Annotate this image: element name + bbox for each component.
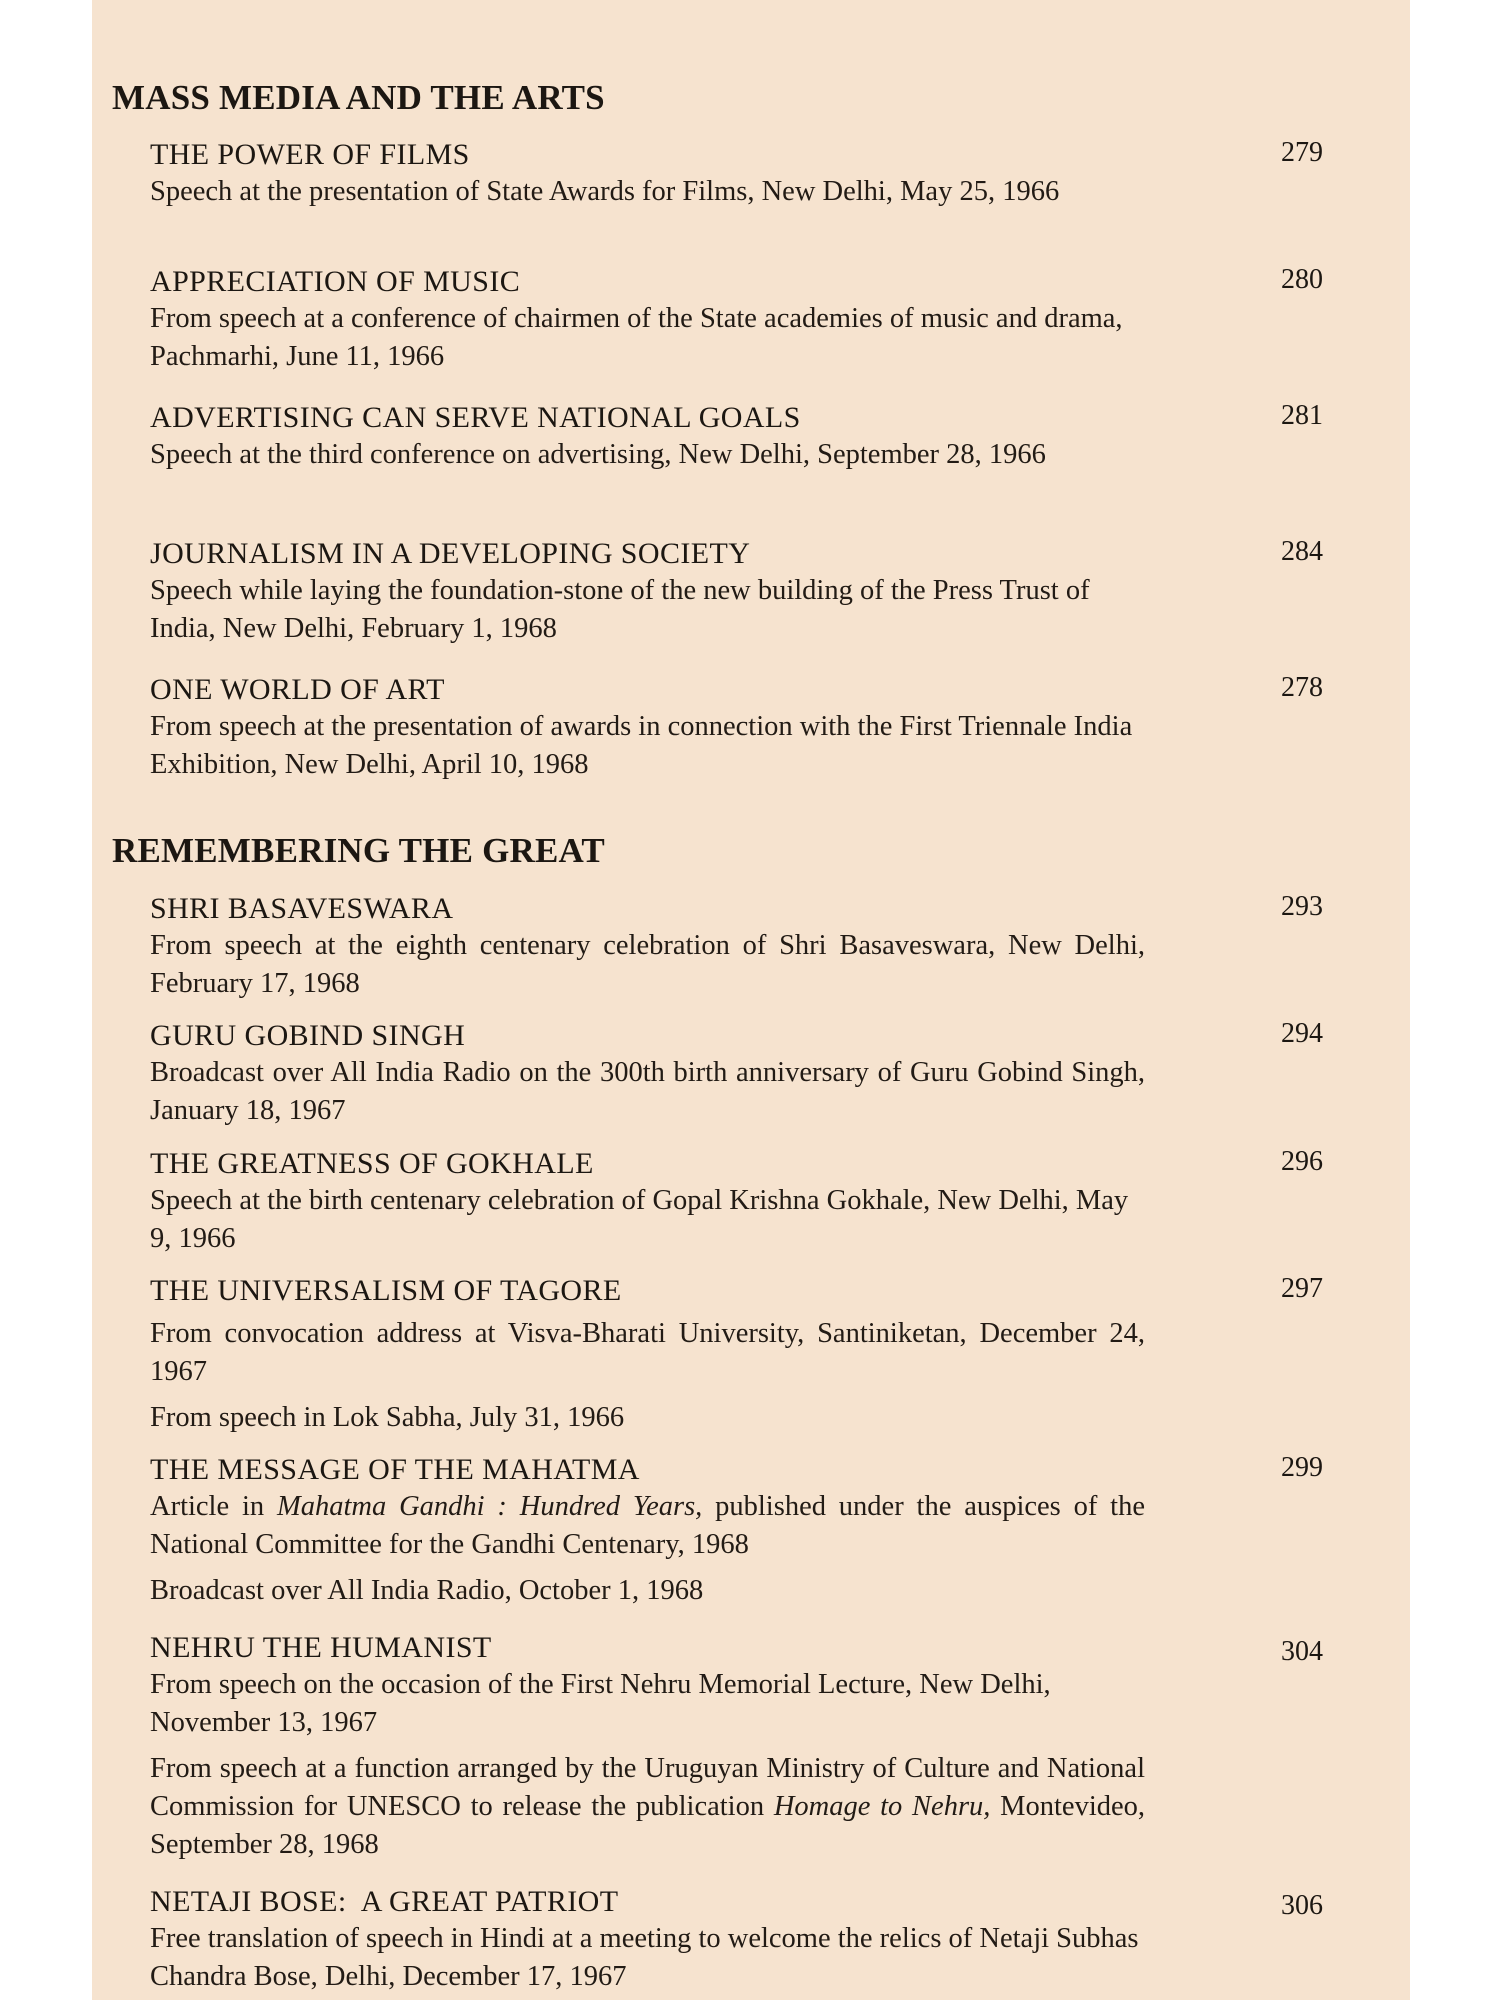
toc-entry: [150, 137, 1323, 211]
desc-text: published under the auspices of the National Committee for the Gandhi Centenary, 1968: [150, 1491, 1145, 1560]
toc-entry: [150, 264, 1323, 376]
desc-text: Article in: [150, 1491, 277, 1522]
entry-title: SHRI BASAVESWARA: [150, 892, 454, 925]
entry-page-number: 279: [1281, 137, 1323, 168]
entry-description: Free translation of speech in Hindi at a meeting to welcome the relics of Netaji Subhas Chandra Bose, Delhi, December 17, 1967: [150, 1923, 1139, 1992]
toc-entry: [150, 1452, 1323, 1610]
entry-description-secondary: [150, 1750, 1145, 1864]
toc-entry: [150, 891, 1323, 1003]
entry-title: ADVERTISING CAN SERVE NATIONAL GOALS: [150, 401, 801, 434]
section-heading-remembering-the-great: REMEMBERING THE GREAT: [112, 831, 605, 870]
toc-entry: [150, 1273, 1323, 1437]
entry-page-number: 296: [1281, 1146, 1323, 1177]
entry-title: ONE WORLD OF ART: [150, 673, 445, 706]
entry-description: Speech at the birth centenary celebration of Gopal Krishna Gokhale, New Delhi, May 9, 1966: [150, 1185, 1129, 1254]
entry-page-number: 294: [1281, 1018, 1323, 1049]
toc-entry: [150, 1018, 1323, 1130]
entry-title: JOURNALISM IN A DEVELOPING SOCIETY: [150, 537, 751, 570]
toc-entry: [150, 400, 1323, 474]
entry-title: THE MESSAGE OF THE MAHATMA: [150, 1453, 640, 1486]
entry-description: From speech at the presentation of awards in connection with the First Triennale India Exhibition, New Delhi, April 10, 1968: [150, 711, 1133, 780]
entry-title: THE UNIVERSALISM OF TAGORE: [150, 1274, 622, 1307]
entry-title: THE POWER OF FILMS: [150, 138, 470, 171]
toc-entry: [150, 1146, 1323, 1258]
entry-page-number: 299: [1281, 1452, 1323, 1483]
entry-page-number: 284: [1281, 536, 1323, 567]
entry-description: Speech at the presentation of State Awards for Films, New Delhi, May 25, 1966: [150, 176, 1060, 207]
entry-description: From speech on the occasion of the First Nehru Memorial Lecture, New Delhi, November 13, 1967: [150, 1669, 1051, 1738]
entry-page-number: 297: [1281, 1273, 1323, 1304]
book-title: Homage to Nehru,: [773, 1791, 991, 1822]
entry-page-number: 304: [1281, 1636, 1323, 1667]
entry-description: From speech at the eighth centenary celebration of Shri Basaveswara, New Delhi, February 17, 1968: [150, 930, 1145, 999]
toc-entry: [150, 1884, 1323, 1996]
entry-title: NETAJI BOSE: A GREAT PATRIOT: [150, 1885, 619, 1918]
entry-description: From convocation address at Visva-Bharati University, Santiniketan, December 24, 1967: [150, 1318, 1145, 1387]
entry-title: APPRECIATION OF MUSIC: [150, 265, 521, 298]
entry-page-number: 293: [1281, 891, 1323, 922]
entry-page-number: 306: [1281, 1890, 1323, 1921]
entry-description-secondary: Broadcast over All India Radio, October 1, 1968: [150, 1575, 704, 1606]
entry-page-number: 278: [1281, 672, 1323, 703]
entry-page-number: 281: [1281, 400, 1323, 431]
toc-entry: [150, 536, 1323, 648]
book-title: Mahatma Gandhi : Hundred Years,: [276, 1491, 703, 1522]
entry-description-secondary: From speech in Lok Sabha, July 31, 1966: [150, 1402, 625, 1433]
entry-description: Speech while laying the foundation-stone of the new building of the Press Trust of India, New Delhi, February 1, 1968: [150, 575, 1090, 644]
entry-title: NEHRU THE HUMANIST: [150, 1631, 492, 1664]
entry-description: Speech at the third conference on advertising, New Delhi, September 28, 1966: [150, 439, 1046, 470]
desc-text: Montevideo, September 28, 1968: [150, 1791, 1146, 1860]
book-page: [92, 0, 1410, 2000]
entry-description: From speech at a conference of chairmen of the State academies of music and drama, Pachmarhi, June 11, 1966: [150, 303, 1123, 372]
entry-title: GURU GOBIND SINGH: [150, 1019, 466, 1052]
entry-description: Broadcast over All India Radio on the 300th birth anniversary of Guru Gobind Singh, January 18, 1967: [150, 1057, 1145, 1126]
entry-description: [150, 1488, 1145, 1564]
entry-page-number: 280: [1281, 264, 1323, 295]
desc-text: From speech at a function arranged by the Uruguyan Ministry of Culture and National Commission for UNESCO to release the publication: [150, 1753, 1145, 1822]
section-heading-mass-media: MASS MEDIA AND THE ARTS: [112, 78, 605, 117]
toc-entry: [150, 672, 1323, 784]
entry-title: THE GREATNESS OF GOKHALE: [150, 1147, 594, 1180]
toc-entry: [150, 1630, 1323, 1864]
